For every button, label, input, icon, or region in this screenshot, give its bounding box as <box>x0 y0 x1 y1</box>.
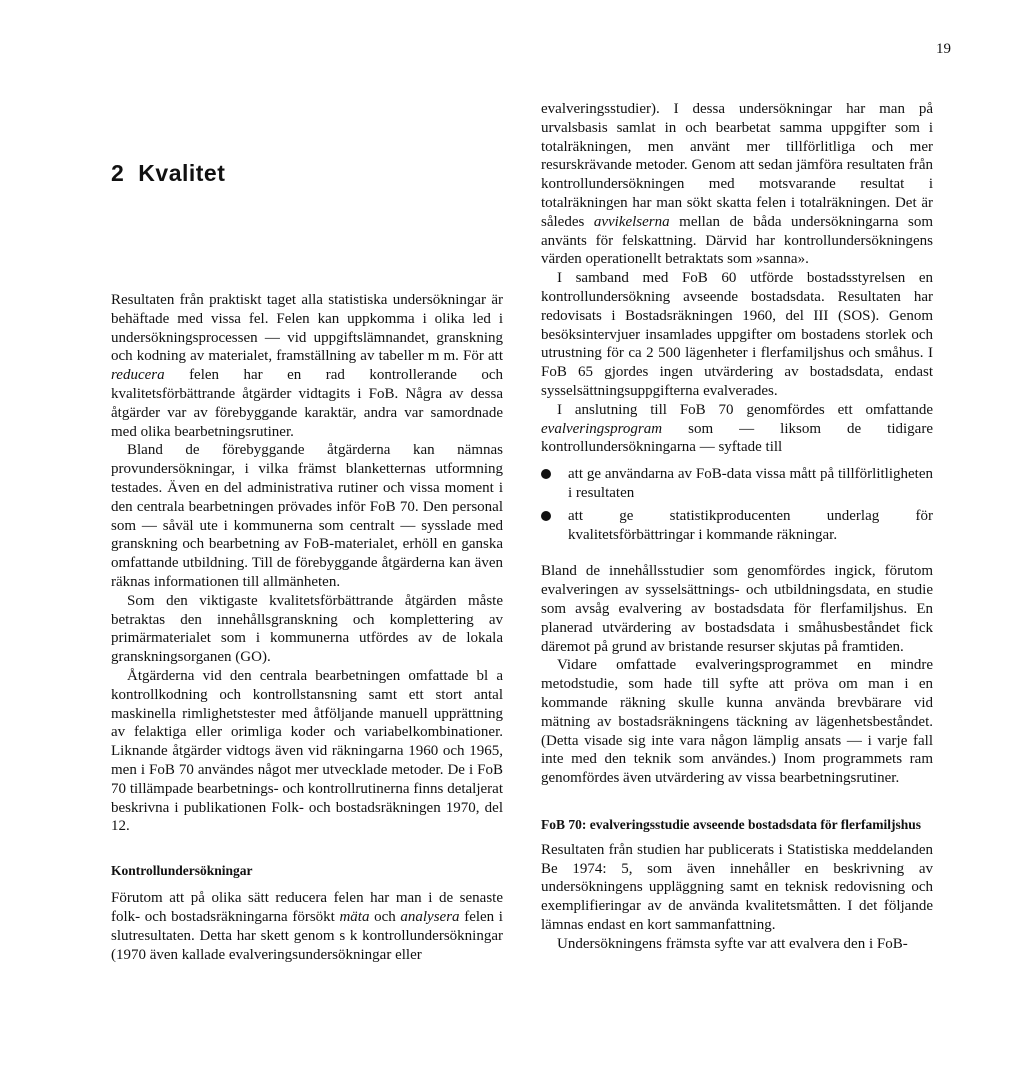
paragraph: Bland de innehållsstudier som genomfördes ingick, förutom evalveringen av sysselsättnings- och utbildningsdata, en studie som avsåg evalvering av bostadsdata för flerfamiljshus. En planerad utvärdering av bostadsdata i småhusbeståndet fick däremot på grund av bristande resurser skjutas på framtiden. <box>541 563 933 655</box>
emphasis: evalveringsprogram <box>541 420 663 437</box>
paragraph: Som den viktigaste kvalitetsförbättrande åtgärden måste betraktas den innehållsgranskning och komplettering av primärmaterialet som i kommunerna utfördes av de lokala granskningsorganen (GO). <box>111 592 503 666</box>
right-column <box>541 100 933 954</box>
emphasis: reducera <box>111 367 165 384</box>
emphasis: analysera <box>400 908 460 925</box>
list-item-text: att ge statistikproducenten underlag för kvalitetsförbättringar i kommande räkningar. <box>568 507 933 543</box>
left-column <box>111 291 503 964</box>
bullet-icon <box>541 511 551 521</box>
section-heading: FoB 70: evalveringsstudie avseende bostadsdata för flerfamiljshus <box>541 816 921 832</box>
paragraph <box>111 291 503 441</box>
emphasis: avvikelserna <box>593 213 670 230</box>
list-item <box>541 507 933 545</box>
paragraph: Resultaten från studien har publicerats i Statistiska meddelanden Be 1974: 5, som även innehåller en beskrivning av undersökningens uppläggning samt en teknisk redovisning och exemplifieringar av de använda kvalitetsmåtten. I det följande lämnas endast en kort sammanfattning. <box>541 841 933 934</box>
text-run: felen i slutresultaten. Detta har skett genom s k kontrollundersökningar (1970 även kallade evalveringsundersökningar eller <box>111 908 503 963</box>
chapter-title-text: Kvalitet <box>138 160 226 186</box>
paragraph <box>541 401 933 457</box>
chapter-title <box>111 160 225 187</box>
list-item <box>541 465 933 503</box>
text-run: Resultaten från praktiskt taget alla statistiska undersökningar är behäftade med vissa fel. Felen kan uppkomma i olika led i undersökningsprocessen — vid uppgiftslämnandet, granskning och kodning av materialet, framställning av tabeller m m. För att <box>111 292 503 365</box>
text-run: som — liksom de tidigare kontrollundersökningarna — syftade till <box>541 420 933 456</box>
text-run: evalveringsstudier). I dessa undersökningar har man på urvalsbasis samlat in och bearbetat samma uppgifter som i totalräkningen, men använt mer tillförlitliga och mer resurskrävande metoder. Genom att sedan jämföra resultaten från kontrollundersökningen med motsvarande resultat i totalräkningen har man sökt skatta felen i totalräkningen. Det är således <box>541 101 933 230</box>
text-run: I anslutning till FoB 70 genomfördes ett omfattande <box>557 401 933 418</box>
bullet-icon <box>541 469 551 479</box>
paragraph: Bland de förebyggande åtgärderna kan nämnas provundersökningar, i vilka främst blanketternas utformning testades. Även en del administrativa rutiner och vissa moment i den centrala bearbetningen prövades inför FoB 70. Den personal som — såväl ute i kommunerna som centralt — sysslade med granskning och bearbetning av FoB-materialet, erhöll en ganska omfattande utbildning. Till de förebyggande åtgärderna kan även räknas informationen till allmänheten. <box>111 442 503 590</box>
text-run: mellan de båda undersökningarna som använts för felskattning. Därvid har kontrollundersökningens värden operationellt betraktats som »sanna». <box>541 213 933 268</box>
text-run: och <box>369 908 401 925</box>
page-number: 19 <box>936 41 951 57</box>
paragraph: I samband med FoB 60 utförde bostadsstyrelsen en kontrollundersökning avseende bostadsdata. Resultaten har redovisats i Bostadsräkningen 1960, del III (SOS). Genom besöksintervjuer insamlades uppgifter om bostadens storlek och utrustning för ca 2 500 lägenheter i flerfamiljshus och småhus. I FoB 65 gjordes ingen utvärdering av bostadsdata, endast sysselsättningsuppgifterna evalverades. <box>541 270 933 399</box>
text-run: Förutom att på olika sätt reducera felen har man i de senaste folk- och bostadsräkningarna försökt <box>111 890 503 925</box>
paragraph: Vidare omfattade evalveringsprogrammet en mindre metodstudie, som hade till syfte att pröva om man i en kommande räkning skulle kunna använda brevbärare vid mätning av bostadsräkningens täckning av lägenhetsbeståndet. (Detta visade sig inte vara någon lämplig ansats — i varje fall inte med den teknik som användes.) Inom programmets ram genomfördes även utvärdering av vissa bearbetningsrutiner. <box>541 657 933 787</box>
emphasis: mäta <box>339 908 370 925</box>
chapter-number: 2 <box>111 160 125 186</box>
text-run: felen har en rad kontrollerande och kvalitetsförbättrande åtgärder vidtagits i FoB. Några av dessa åtgärder var av förebyggande karaktär, andra var samordnade med olika bearbetningsrutiner. <box>111 367 503 440</box>
paragraph: Undersökningens främsta syfte var att evalvera den i FoB- <box>557 935 908 952</box>
bullet-list <box>541 465 933 544</box>
section-heading: Kontrollundersökningar <box>111 863 253 879</box>
paragraph: Åtgärderna vid den centrala bearbetningen omfattade bl a kontrollkodning och kontrollstansning samt ett stort antal maskinella rimlighetstester med åtföljande manuell upprättning av felaktiga eller orimliga koder och variabelkombinationer. Liknande åtgärder vidtogs även vid räkningarna 1960 och 1965, men i FoB 70 användes något mer utvecklade metoder. De i FoB 70 tillämpade bearbetnings- och kontrollrutinerna finns detaljerat beskrivna i publikationen Folk- och bostadsräkningen 1970, del 12. <box>111 667 503 835</box>
list-item-text: att ge användarna av FoB-data vissa mått på tillförlitligheten i resultaten <box>568 466 933 501</box>
paragraph <box>111 889 503 964</box>
paragraph <box>541 100 933 269</box>
